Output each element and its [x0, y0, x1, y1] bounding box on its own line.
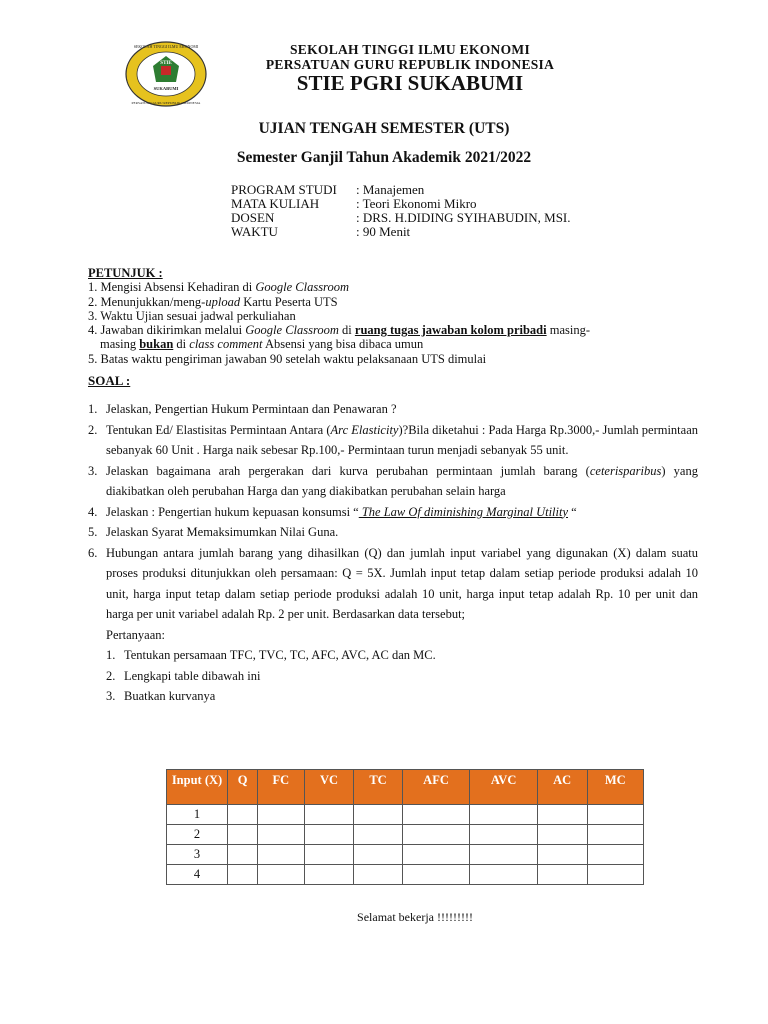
institution-line-2: PERSATUAN GURU REPUBLIK INDONESIA — [265, 57, 555, 72]
exam-title: UJIAN TENGAH SEMESTER (UTS) — [258, 120, 510, 137]
table-header-cell: AFC — [402, 770, 470, 805]
exam-semester: Semester Ganjil Tahun Akademik 2021/2022 — [236, 149, 532, 166]
instruction-3: 3. Waktu Ujian sesuai jadwal perkuliahan — [88, 308, 296, 323]
table-header-cell: FC — [258, 770, 305, 805]
meta-value: : 90 Menit — [356, 224, 411, 239]
table-header-cell: Q — [228, 770, 258, 805]
table-header-cell: AVC — [470, 770, 537, 805]
meta-value: : Teori Ekonomi Mikro — [356, 196, 477, 211]
meta-value: : DRS. H.DIDING SYIHABUDIN, MSI. — [356, 210, 571, 225]
table-cell-input: 4 — [167, 865, 228, 885]
table-row — [167, 865, 644, 885]
table-header-cell: VC — [304, 770, 354, 805]
meta-label: PROGRAM STUDI — [231, 182, 337, 197]
instruction-1: 1. Mengisi Absensi Kehadiran di Google Classroom — [88, 280, 349, 295]
logo-text-city: SUKABUMI — [153, 86, 179, 91]
question-6-sub-3: 3. Buatkan kurvanya — [106, 689, 216, 703]
question-6-sub-2: 2. Lengkapi table dibawah ini — [106, 668, 261, 683]
institution-name: STIE PGRI SUKABUMI — [296, 71, 524, 95]
table-cell-input: 1 — [167, 805, 228, 825]
question-6-sub-1: 1. Tentukan persamaan TFC, TVC, TC, AFC, AVC, AC dan MC. — [106, 648, 436, 662]
question-5: 5. Jelaskan Syarat Memaksimumkan Nilai Guna. — [88, 525, 339, 539]
question-6-label: Pertanyaan: — [106, 627, 166, 642]
questions-heading: SOAL : — [88, 373, 131, 388]
meta-value: : Manajemen — [356, 182, 425, 197]
table-cell-input: 3 — [167, 845, 228, 865]
institution-line-1: SEKOLAH TINGGI ILMU EKONOMI — [289, 42, 530, 57]
table-row — [167, 805, 644, 825]
table-header-cell: AC — [537, 770, 587, 805]
meta-label: WAKTU — [231, 224, 278, 239]
table-header-cell: Input (X) — [167, 770, 228, 805]
question-2: 2. Tentukan Ed/ Elastisitas Permintaan Antara (Arc Elasticity)?Bila diketahui : Pada Harga Rp.3000,- Jumlah permintaan sebanyak 60 Unit . Harga naik sebesar Rp.100,- Permintaan turun menjadi sebanyak 55 unit. — [88, 422, 698, 457]
meta-time — [231, 225, 410, 240]
instruction-4: 4. Jawaban dikirimkan melalui Google Classroom di ruang tugas jawaban kolom pribadi masing- masing bukan di class comment Absensi yang bisa dibaca umun — [88, 323, 591, 352]
closing-text: Selamat bekerja !!!!!!!!! — [357, 910, 473, 924]
logo-text-bottom: PERSATUAN GURU REPUBLIK INDONESIA — [131, 101, 201, 105]
question-3: 3. Jelaskan bagaimana arah pergerakan dari kurva perubahan permintaan jumlah barang (ceterisparibus) yang diakibatkan oleh perubahan Harga dan yang diakibatkan perubahan selain harga — [88, 463, 698, 498]
cost-table — [166, 769, 644, 885]
instructions-heading: PETUNJUK : — [88, 266, 163, 280]
meta-label: MATA KULIAH — [231, 196, 320, 211]
question-1: 1. Jelaskan, Pengertian Hukum Permintaan dan Penawaran ? — [88, 402, 397, 416]
table-header-row — [167, 770, 644, 805]
table-header-cell: MC — [587, 770, 643, 805]
instructions — [88, 266, 728, 366]
meta-label: DOSEN — [231, 210, 275, 225]
question-4: 4. Jelaskan : Pengertian hukum kepuasan konsumsi “ The Law Of diminishing Marginal Utility “ — [88, 504, 577, 519]
question-6: 6. Hubungan antara jumlah barang yang dihasilkan (Q) dan jumlah input variabel yang digunakan (X) dalam suatu proses produksi ditunjukkan oleh persamaan: Q = 5X. Jumlah input tetap dalam setiap periode produksi adalah 10 unit, harga input tetap dalam setiap periode produksi adalah 10 unit, harga input tetap adalah Rp. 10 per unit dan harga per unit variabel adalah Rp. 2 per unit. Berdasarkan data tersebut; — [88, 545, 698, 621]
question-list — [88, 399, 698, 707]
table-header-cell: TC — [354, 770, 402, 805]
logo-text-top: SEKOLAH TINGGI ILMU EKONOMI — [133, 44, 199, 49]
table-row — [167, 845, 644, 865]
table-cell-input: 2 — [167, 825, 228, 845]
logo-text-mid: STIE — [160, 61, 172, 66]
instruction-2: 2. Menunjukkan/meng-upload Kartu Peserta UTS — [88, 294, 338, 309]
institution-logo — [124, 40, 208, 108]
table-row — [167, 825, 644, 845]
instruction-5: 5. Batas waktu pengiriman jawaban 90 setelah waktu pelaksanaan UTS dimulai — [88, 351, 487, 366]
